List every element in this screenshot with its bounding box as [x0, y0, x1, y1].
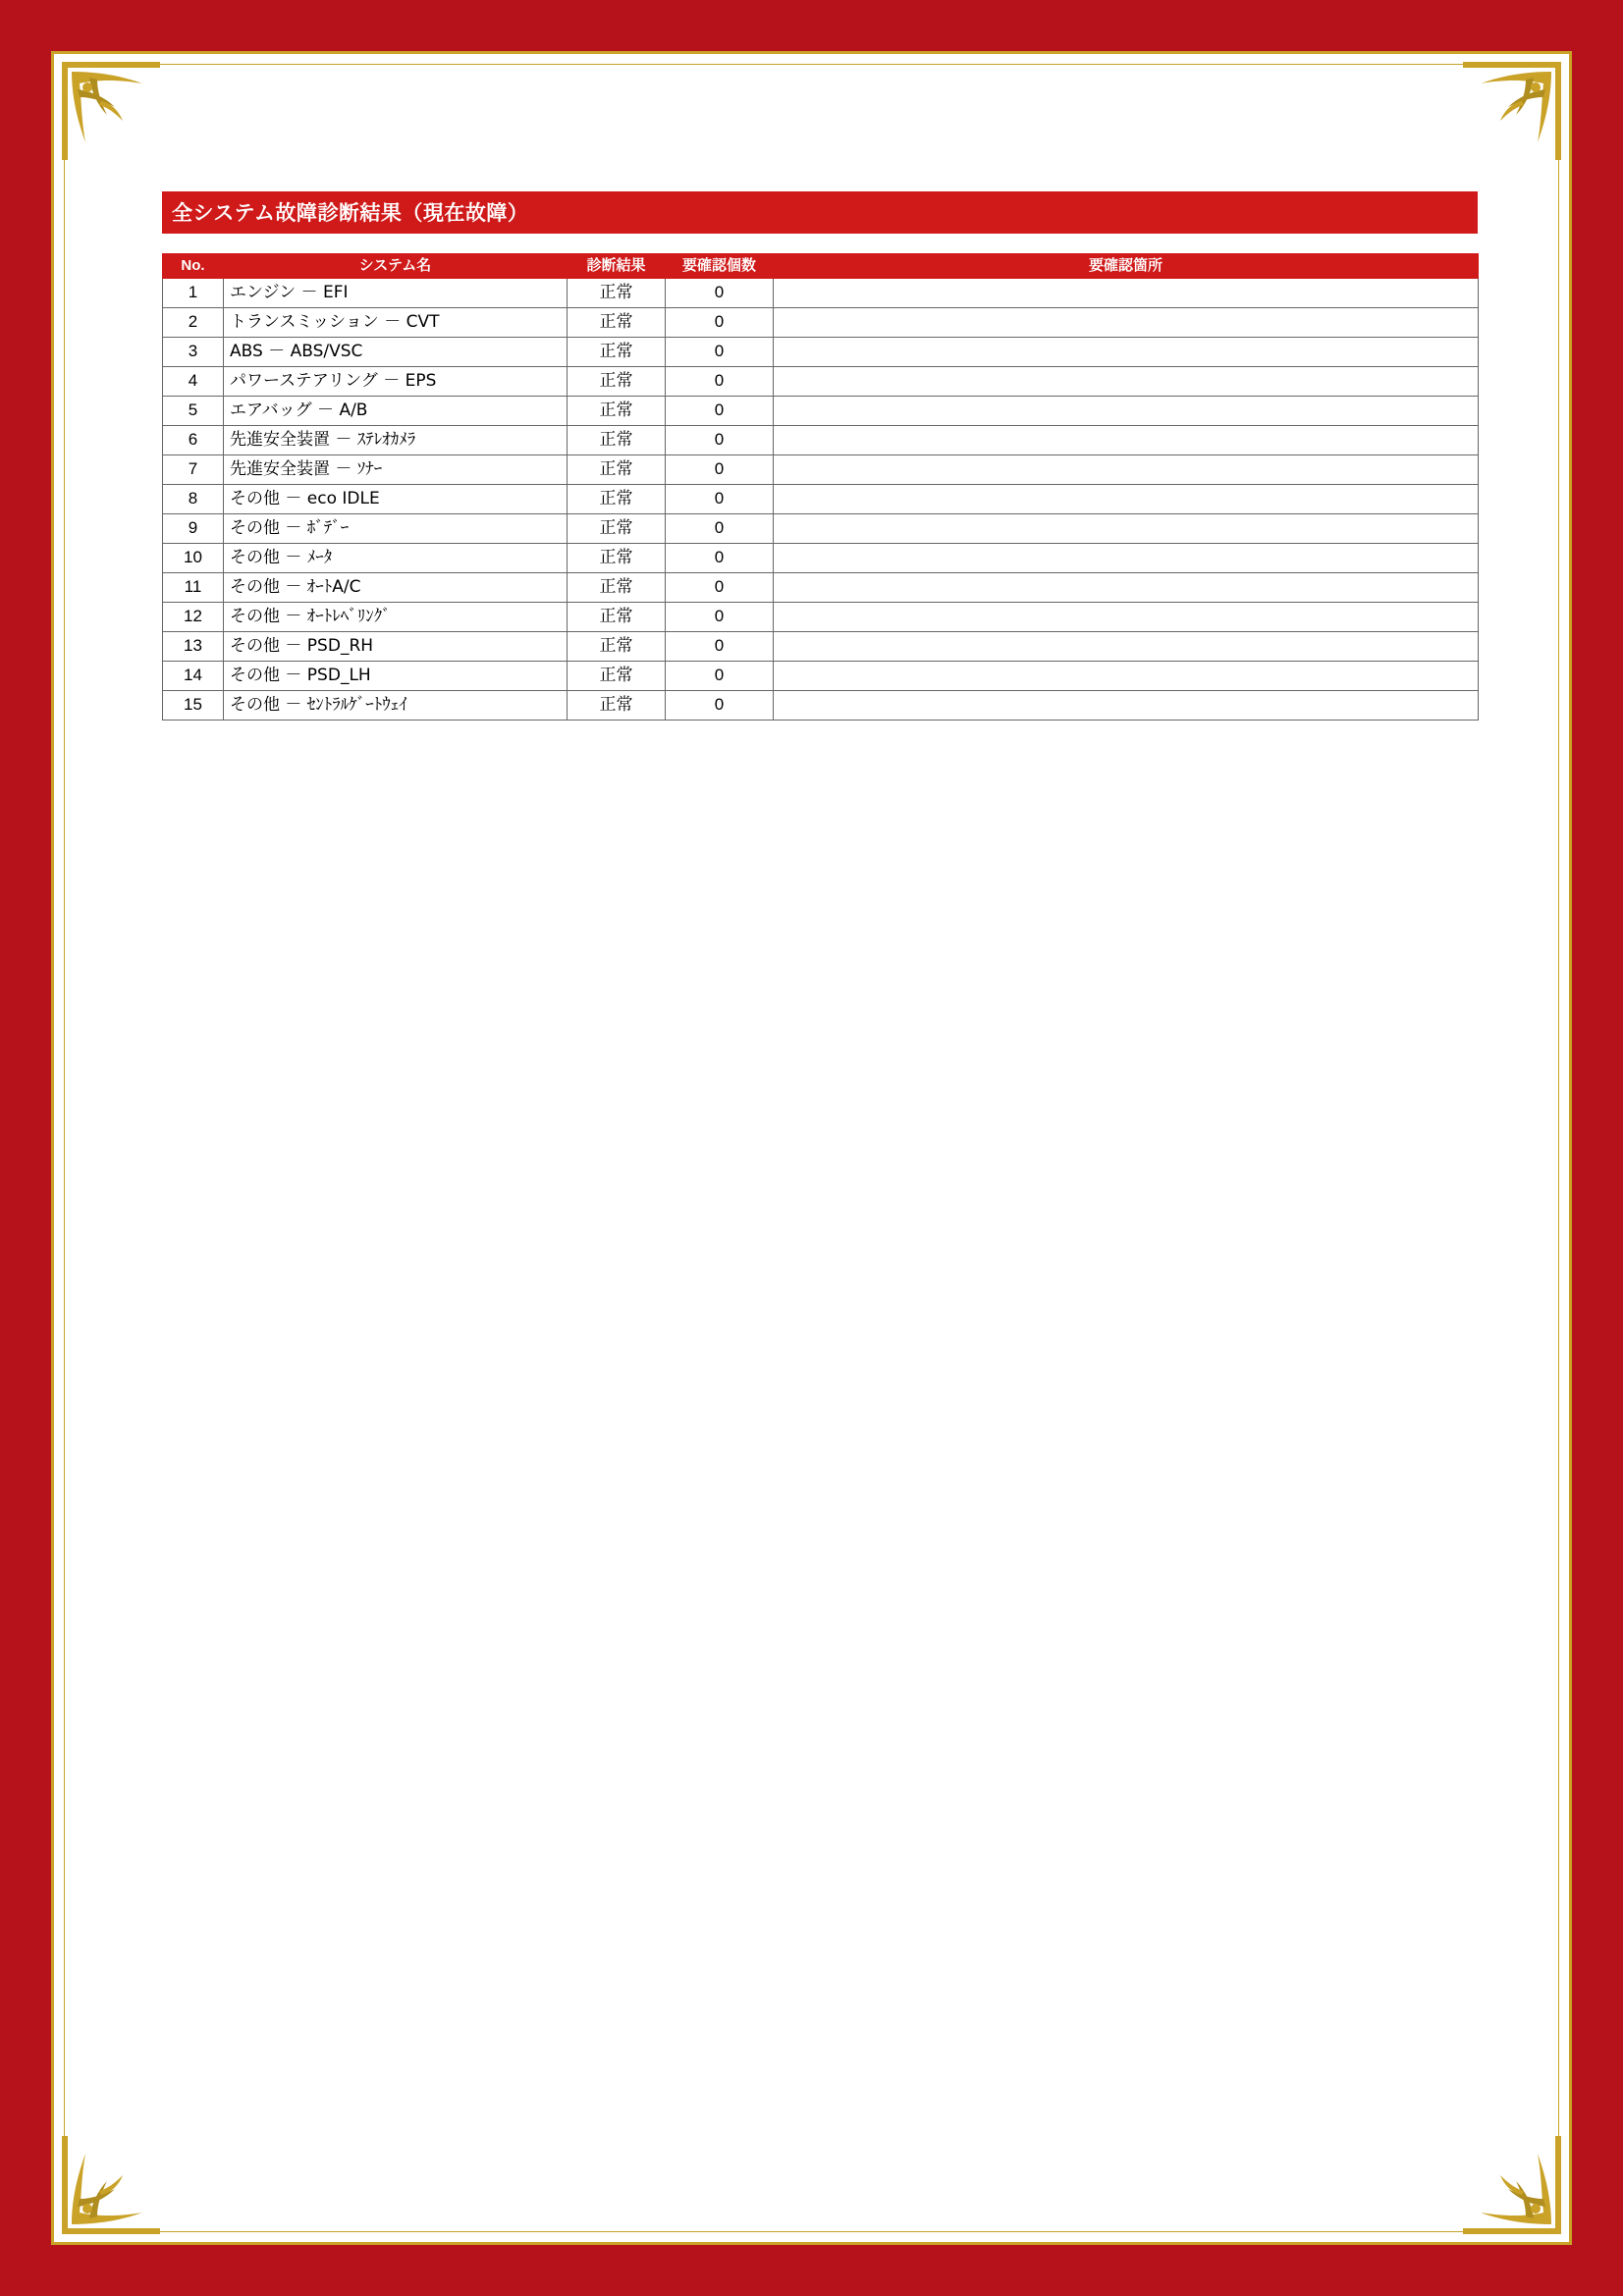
cell-no: 13	[163, 632, 224, 662]
cell-system: トランスミッション － CVT	[224, 308, 568, 338]
table-row	[163, 367, 1479, 397]
table-row	[163, 662, 1479, 691]
cell-result: 正常	[568, 632, 666, 662]
table-row	[163, 455, 1479, 485]
cell-count: 0	[666, 455, 774, 485]
cell-result: 正常	[568, 397, 666, 426]
table-header-row	[163, 254, 1479, 279]
cell-count: 0	[666, 308, 774, 338]
cell-system: 先進安全装置 － ｽﾃﾚｵｶﾒﾗ	[224, 426, 568, 455]
cell-no: 2	[163, 308, 224, 338]
cell-count: 0	[666, 397, 774, 426]
column-header-place: 要確認箇所	[774, 254, 1479, 279]
cell-result: 正常	[568, 338, 666, 367]
cell-result: 正常	[568, 544, 666, 573]
cell-system: ABS － ABS/VSC	[224, 338, 568, 367]
cell-result: 正常	[568, 662, 666, 691]
cell-count: 0	[666, 662, 774, 691]
cell-no: 15	[163, 691, 224, 721]
table-row	[163, 514, 1479, 544]
cell-no: 6	[163, 426, 224, 455]
cell-place	[774, 603, 1479, 632]
cell-no: 9	[163, 514, 224, 544]
cell-count: 0	[666, 632, 774, 662]
cell-result: 正常	[568, 279, 666, 308]
cell-result: 正常	[568, 691, 666, 721]
cell-result: 正常	[568, 455, 666, 485]
cell-result: 正常	[568, 426, 666, 455]
cell-no: 12	[163, 603, 224, 632]
column-header-system: システム名	[224, 254, 568, 279]
cell-place	[774, 632, 1479, 662]
cell-no: 8	[163, 485, 224, 514]
cell-place	[774, 691, 1479, 721]
cell-count: 0	[666, 485, 774, 514]
cell-result: 正常	[568, 308, 666, 338]
report-content	[162, 191, 1478, 721]
table-row	[163, 632, 1479, 662]
cell-count: 0	[666, 603, 774, 632]
table-row	[163, 544, 1479, 573]
cell-system: その他 － PSD_LH	[224, 662, 568, 691]
cell-place	[774, 573, 1479, 603]
cell-no: 4	[163, 367, 224, 397]
cell-place	[774, 426, 1479, 455]
cell-no: 1	[163, 279, 224, 308]
diagnosis-result-table	[162, 253, 1479, 721]
table-row	[163, 485, 1479, 514]
cell-result: 正常	[568, 367, 666, 397]
table-row	[163, 338, 1479, 367]
cell-place	[774, 308, 1479, 338]
section-title: 全システム故障診断結果（現在故障）	[162, 191, 1478, 234]
cell-result: 正常	[568, 603, 666, 632]
table-row	[163, 308, 1479, 338]
cell-count: 0	[666, 691, 774, 721]
table-row	[163, 397, 1479, 426]
cell-system: その他 － ﾒｰﾀ	[224, 544, 568, 573]
cell-count: 0	[666, 544, 774, 573]
cell-system: エンジン － EFI	[224, 279, 568, 308]
cell-place	[774, 338, 1479, 367]
table-row	[163, 573, 1479, 603]
cell-place	[774, 544, 1479, 573]
cell-system: その他 － ｵｰﾄﾚﾍﾞﾘﾝｸﾞ	[224, 603, 568, 632]
cell-place	[774, 397, 1479, 426]
table-row	[163, 426, 1479, 455]
decorative-frame	[51, 51, 1572, 2245]
cell-system: その他 － PSD_RH	[224, 632, 568, 662]
cell-result: 正常	[568, 573, 666, 603]
table-row	[163, 603, 1479, 632]
cell-system: その他 － ｾﾝﾄﾗﾙｹﾞｰﾄｳｪｲ	[224, 691, 568, 721]
table-row	[163, 691, 1479, 721]
cell-system: その他 － ｵｰﾄA/C	[224, 573, 568, 603]
cell-count: 0	[666, 573, 774, 603]
cell-count: 0	[666, 338, 774, 367]
column-header-count: 要確認個数	[666, 254, 774, 279]
cell-system: 先進安全装置 － ｿﾅｰ	[224, 455, 568, 485]
cell-system: その他 － ﾎﾞﾃﾞｰ	[224, 514, 568, 544]
cell-system: パワーステアリング － EPS	[224, 367, 568, 397]
cell-system: エアバッグ － A/B	[224, 397, 568, 426]
column-header-result: 診断結果	[568, 254, 666, 279]
cell-place	[774, 367, 1479, 397]
table-row	[163, 279, 1479, 308]
cell-result: 正常	[568, 514, 666, 544]
cell-result: 正常	[568, 485, 666, 514]
cell-place	[774, 455, 1479, 485]
cell-system: その他 － eco IDLE	[224, 485, 568, 514]
cell-no: 7	[163, 455, 224, 485]
cell-place	[774, 662, 1479, 691]
cell-count: 0	[666, 367, 774, 397]
cell-count: 0	[666, 514, 774, 544]
table-body	[163, 279, 1479, 721]
cell-no: 10	[163, 544, 224, 573]
cell-count: 0	[666, 426, 774, 455]
cell-no: 5	[163, 397, 224, 426]
cell-place	[774, 485, 1479, 514]
cell-no: 11	[163, 573, 224, 603]
cell-no: 14	[163, 662, 224, 691]
cell-place	[774, 514, 1479, 544]
cell-count: 0	[666, 279, 774, 308]
column-header-no: No.	[163, 254, 224, 279]
cell-place	[774, 279, 1479, 308]
cell-no: 3	[163, 338, 224, 367]
